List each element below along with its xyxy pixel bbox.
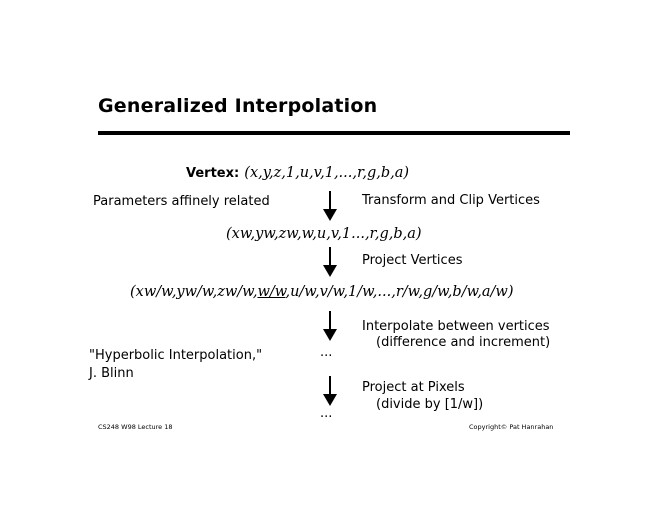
homogeneous-tuple: (xw,yw,zw,w,u,v,1...,r,g,b,a) [226, 226, 422, 242]
arrow-down-icon [323, 247, 337, 277]
step-project-pixels-line1: Project at Pixels [362, 380, 465, 395]
step-interpolate-line1: Interpolate between vertices [362, 319, 550, 334]
projected-tuple-underlined: w/w [257, 284, 286, 300]
citation-line2: J. Blinn [89, 366, 134, 381]
footer-right: Copyright© Pat Hanrahan [469, 423, 554, 431]
step-project-vertices: Project Vertices [362, 253, 463, 268]
arrow-down-icon [323, 311, 337, 341]
footer-left: CS248 W98 Lecture 18 [98, 423, 173, 431]
vertex-line [186, 162, 409, 181]
arrow-down-icon [323, 376, 337, 406]
title-rule [98, 131, 570, 135]
arrow-down-icon [323, 191, 337, 221]
step-project-pixels-line2: (divide by [1/w]) [376, 397, 484, 412]
projected-tuple-after: ,u/w,v/w,1/w,...,r/w,g/w,b/w,a/w) [285, 284, 514, 300]
parameters-note: Parameters affinely related [93, 194, 270, 209]
ellipsis-2: ... [320, 406, 333, 421]
citation-line1: "Hyperbolic Interpolation," [89, 348, 263, 363]
projected-tuple [130, 284, 513, 300]
step-interpolate-line2: (difference and increment) [376, 335, 551, 350]
ellipsis-1: ... [320, 345, 333, 360]
vertex-tuple: (x,y,z,1,u,v,1,...,r,g,b,a) [244, 165, 410, 181]
projected-tuple-before: (xw/w,yw/w,zw/w, [130, 284, 258, 300]
slide-title: Generalized Interpolation [98, 95, 378, 117]
vertex-label: Vertex: [186, 166, 240, 181]
step-transform-clip: Transform and Clip Vertices [362, 193, 540, 208]
